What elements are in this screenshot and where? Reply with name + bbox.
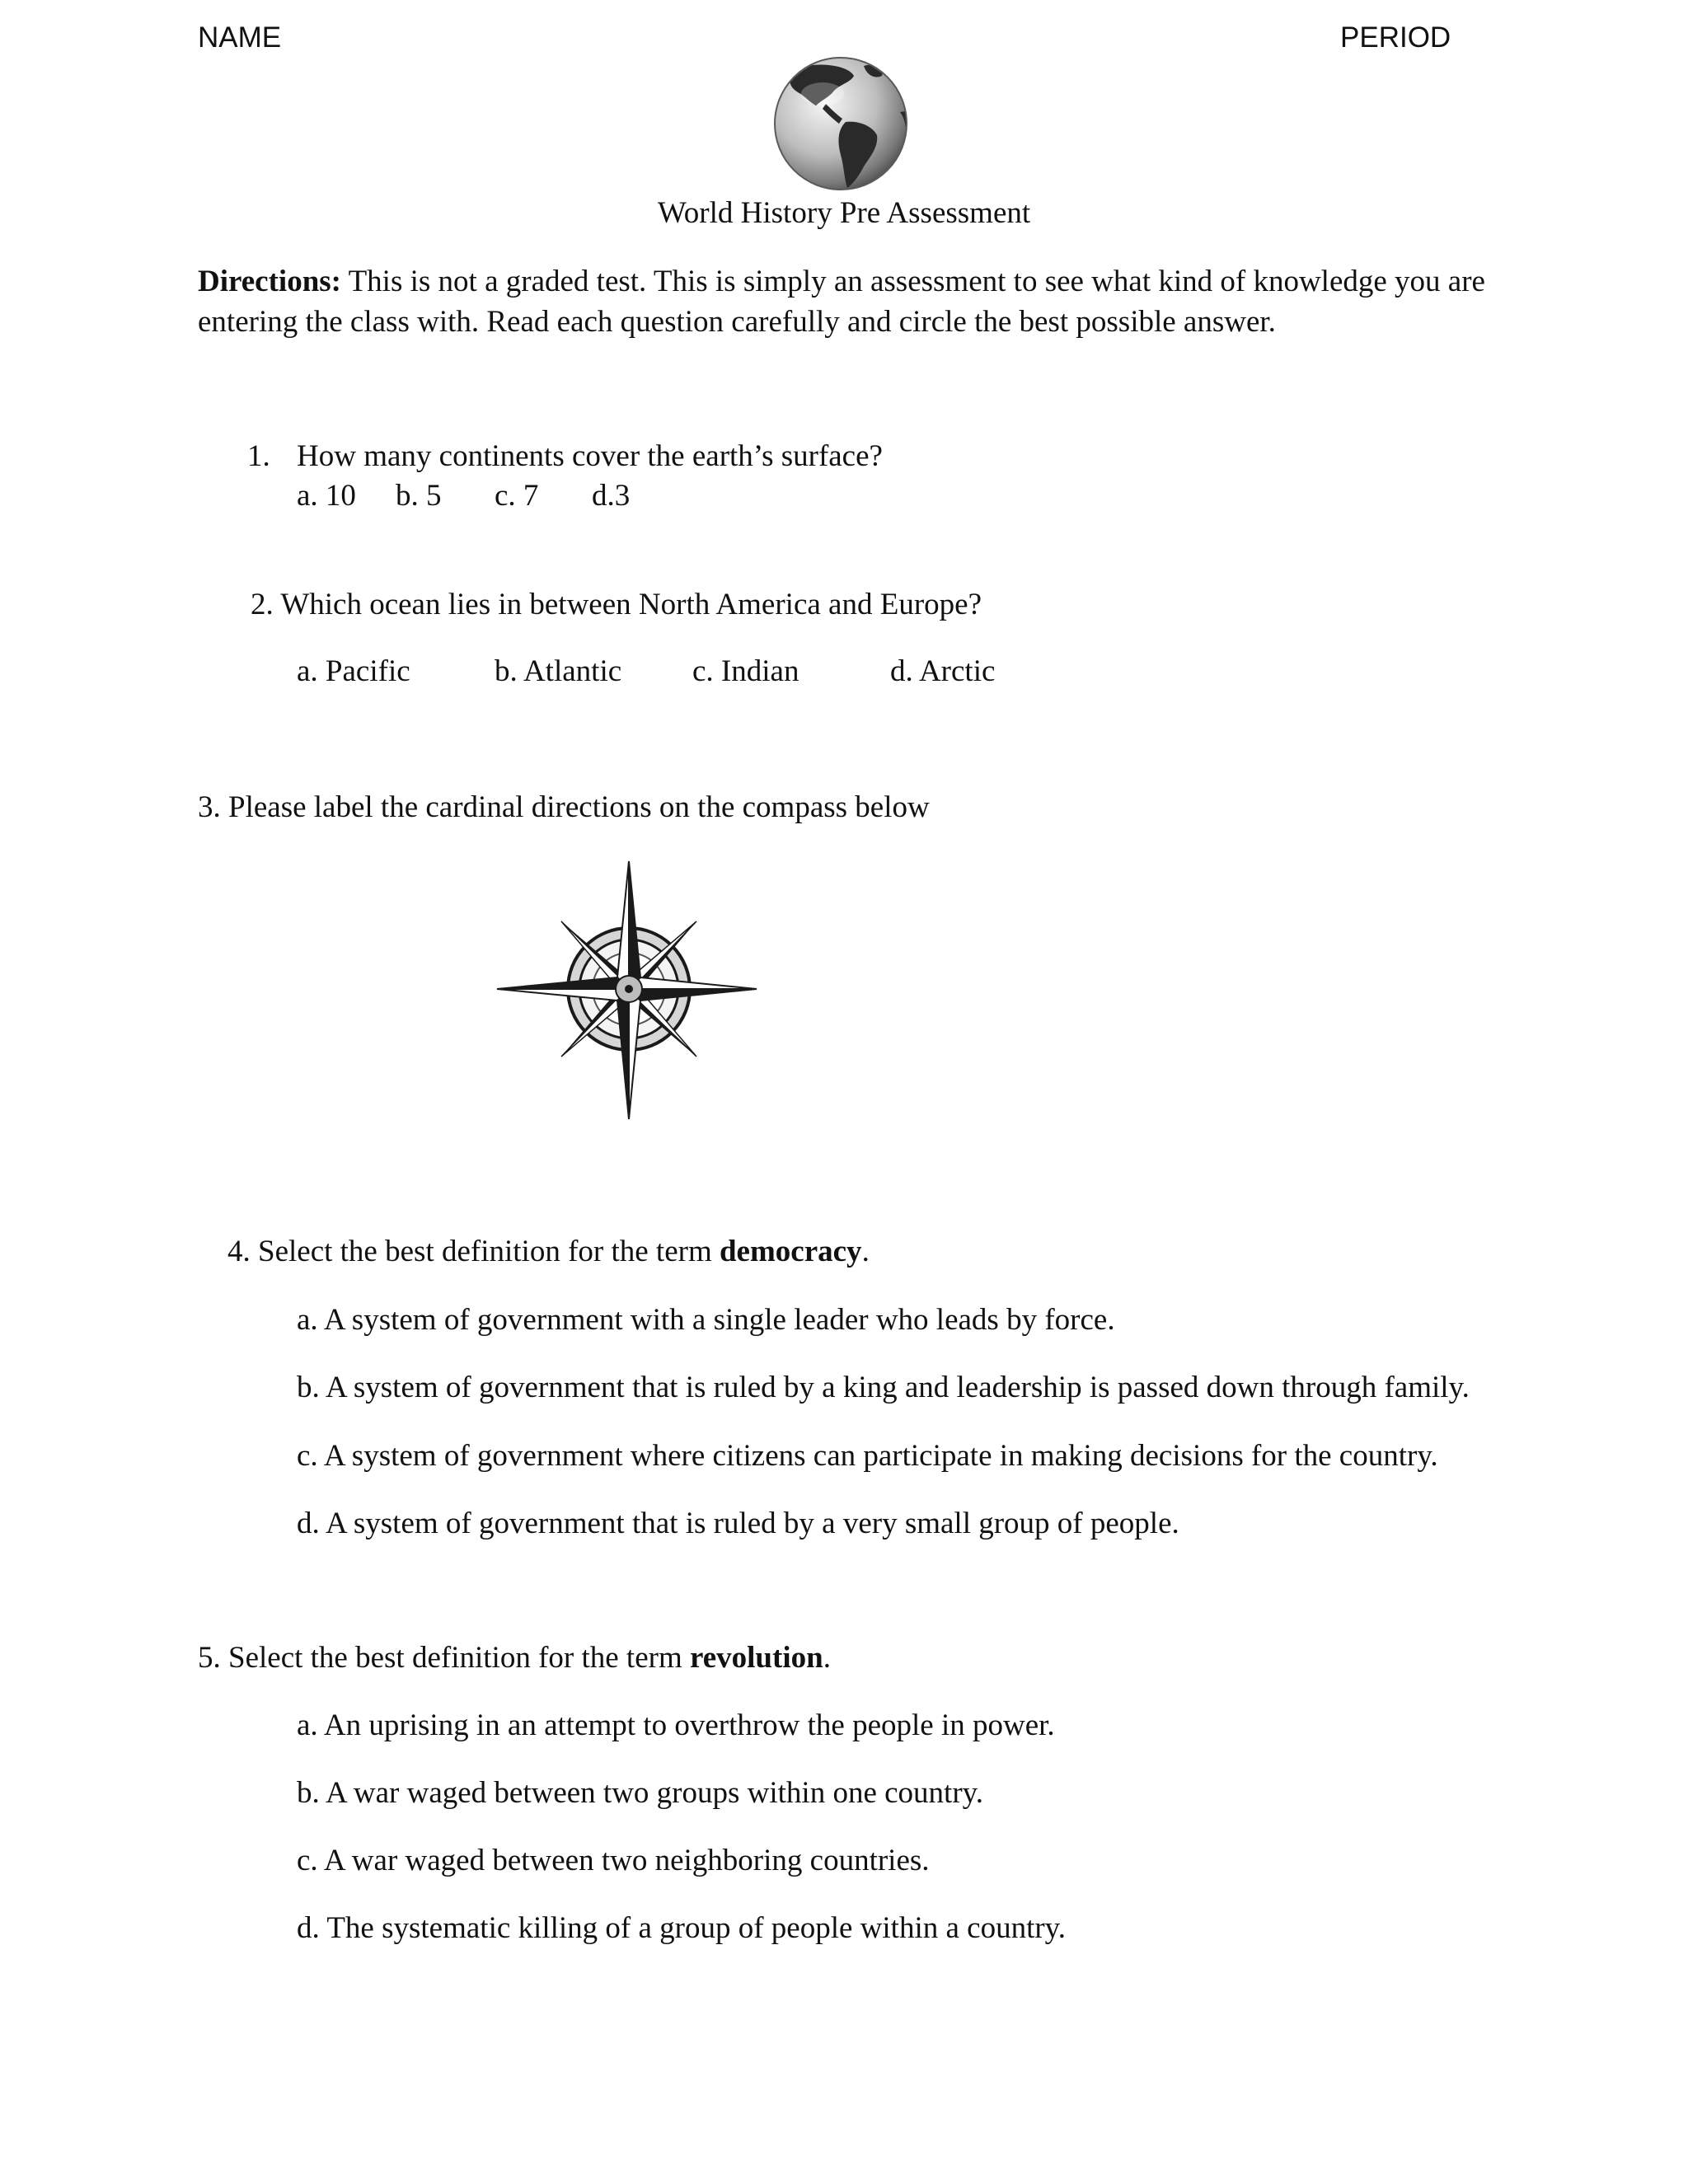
question-4-option-b[interactable]: b. A system of government that is ruled by a king and leadership is passed down through family. xyxy=(297,1371,1470,1404)
period-label: PERIOD xyxy=(1340,21,1451,54)
question-1-number: 1. xyxy=(247,439,270,473)
question-4-text xyxy=(227,1234,870,1270)
question-2-text: 2. Which ocean lies in between North America and Europe? xyxy=(251,588,982,621)
question-1-options xyxy=(297,478,1121,514)
page-title: World History Pre Assessment xyxy=(657,196,1031,230)
question-4-term: democracy xyxy=(719,1235,862,1268)
question-4-option-d[interactable]: d. A system of government that is ruled by a very small group of people. xyxy=(297,1507,1179,1540)
question-4-option-a[interactable]: a. A system of government with a single leader who leads by force. xyxy=(297,1303,1115,1337)
question-5-option-b[interactable]: b. A war waged between two groups within one country. xyxy=(297,1776,984,1810)
question-1-option-a[interactable]: a. 10 xyxy=(297,479,356,513)
question-4-suffix: . xyxy=(861,1235,870,1268)
question-5-option-a[interactable]: a. An uprising in an attempt to overthrow the people in power. xyxy=(297,1708,1055,1742)
directions-line-2: entering the class with. Read each question carefully and circle the best possible answer. xyxy=(198,305,1276,339)
question-2-option-b[interactable]: b. Atlantic xyxy=(495,654,622,688)
compass-rose-icon xyxy=(495,857,759,1125)
question-1-option-d[interactable]: d.3 xyxy=(592,479,631,513)
question-2-option-d[interactable]: d. Arctic xyxy=(890,654,996,688)
question-2-options xyxy=(297,654,1286,690)
question-1-text: How many continents cover the earth’s surface? xyxy=(297,439,883,473)
directions-text-1: This is not a graded test. This is simply an assessment to see what kind of knowledge you are xyxy=(341,265,1485,298)
question-5-option-c[interactable]: c. A war waged between two neighboring countries. xyxy=(297,1844,930,1877)
directions-label: Directions: xyxy=(198,265,341,298)
question-1-option-c[interactable]: c. 7 xyxy=(495,479,539,513)
question-2-option-c[interactable]: c. Indian xyxy=(692,654,799,688)
name-label: NAME xyxy=(198,21,282,54)
question-5-prefix: 5. Select the best definition for the term xyxy=(198,1641,690,1675)
directions-line-1 xyxy=(198,264,1485,300)
question-4-prefix: 4. Select the best definition for the term xyxy=(227,1235,720,1268)
question-5-suffix: . xyxy=(823,1641,831,1675)
question-2-option-a[interactable]: a. Pacific xyxy=(297,654,410,688)
question-1-option-b[interactable]: b. 5 xyxy=(396,479,442,513)
globe-icon xyxy=(771,54,910,193)
question-5-term: revolution xyxy=(689,1641,823,1675)
question-4-option-c[interactable]: c. A system of government where citizens can participate in making decisions for the country. xyxy=(297,1439,1438,1473)
question-3-text: 3. Please label the cardinal directions on the compass below xyxy=(198,790,930,824)
question-5-option-d[interactable]: d. The systematic killing of a group of people within a country. xyxy=(297,1911,1067,1945)
question-5-text xyxy=(198,1640,831,1676)
